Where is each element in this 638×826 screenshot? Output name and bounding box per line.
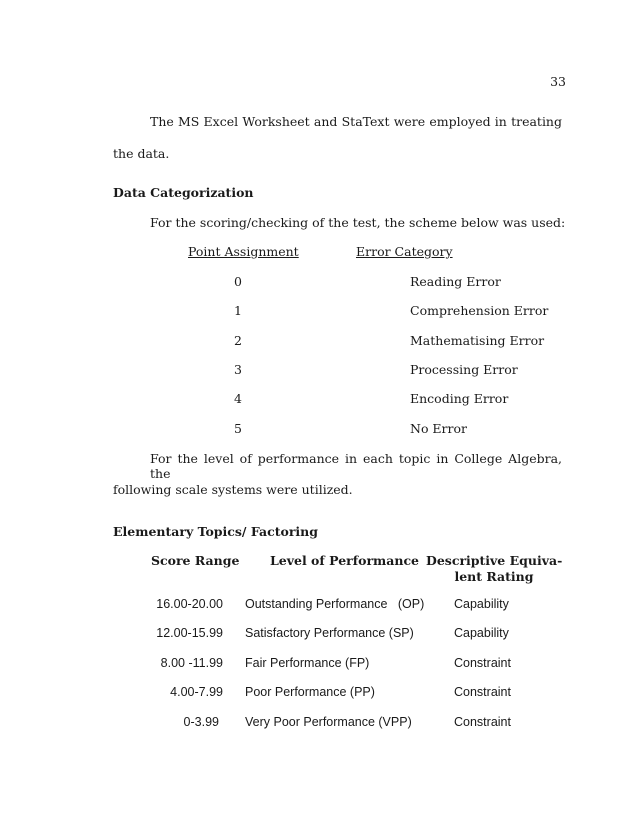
section-heading-data-categorization: Data Categorization <box>113 185 254 200</box>
point-value: 1 <box>234 303 242 318</box>
column-header-descriptive-line-1: Descriptive Equiva- <box>426 553 563 568</box>
scale-intro-line-2: following scale systems were utilized. <box>113 482 353 497</box>
header-error-category: Error Category <box>356 244 453 259</box>
intro-line-1: The MS Excel Worksheet and StaText were employed in treating <box>150 114 562 129</box>
score-range: 8.00 -11.99 <box>160 656 223 670</box>
page-number: 33 <box>550 74 566 89</box>
column-header-descriptive-line-2: lent Rating <box>454 569 534 584</box>
column-header-score-range: Score Range <box>151 553 240 568</box>
error-category: Comprehension Error <box>410 303 549 318</box>
level-of-performance: Poor Performance (PP) <box>245 685 375 699</box>
error-category: Processing Error <box>410 362 518 377</box>
level-of-performance: Satisfactory Performance (SP) <box>245 626 414 640</box>
error-category: Mathematising Error <box>410 333 545 348</box>
intro-line-2: the data. <box>113 146 170 161</box>
point-value: 4 <box>234 391 242 406</box>
point-value: 2 <box>234 333 242 348</box>
section-heading-elementary-topics: Elementary Topics/ Factoring <box>113 524 319 539</box>
scoring-intro: For the scoring/checking of the test, the scheme below was used: <box>150 215 566 230</box>
descriptive-rating: Constraint <box>454 656 511 670</box>
score-range: 0-3.99 <box>183 715 219 729</box>
point-value: 3 <box>234 362 242 377</box>
point-value: 0 <box>234 274 242 289</box>
point-value: 5 <box>234 421 242 436</box>
error-category: Reading Error <box>410 274 501 289</box>
level-of-performance: Very Poor Performance (VPP) <box>245 715 412 729</box>
error-category: Encoding Error <box>410 391 509 406</box>
header-point-assignment: Point Assignment <box>188 244 299 259</box>
column-header-level-of-performance: Level of Performance <box>270 553 420 568</box>
score-range: 16.00-20.00 <box>156 597 223 611</box>
error-category: No Error <box>410 421 468 436</box>
descriptive-rating: Capability <box>454 597 509 611</box>
descriptive-rating: Constraint <box>454 685 511 699</box>
level-of-performance: Outstanding Performance (OP) <box>245 597 425 611</box>
level-of-performance: Fair Performance (FP) <box>245 656 370 670</box>
descriptive-rating: Constraint <box>454 715 511 729</box>
score-range: 12.00-15.99 <box>156 626 223 640</box>
scale-intro-line-1: For the level of performance in each topic in College Algebra, the <box>150 451 562 481</box>
score-range: 4.00-7.99 <box>170 685 223 699</box>
descriptive-rating: Capability <box>454 626 509 640</box>
